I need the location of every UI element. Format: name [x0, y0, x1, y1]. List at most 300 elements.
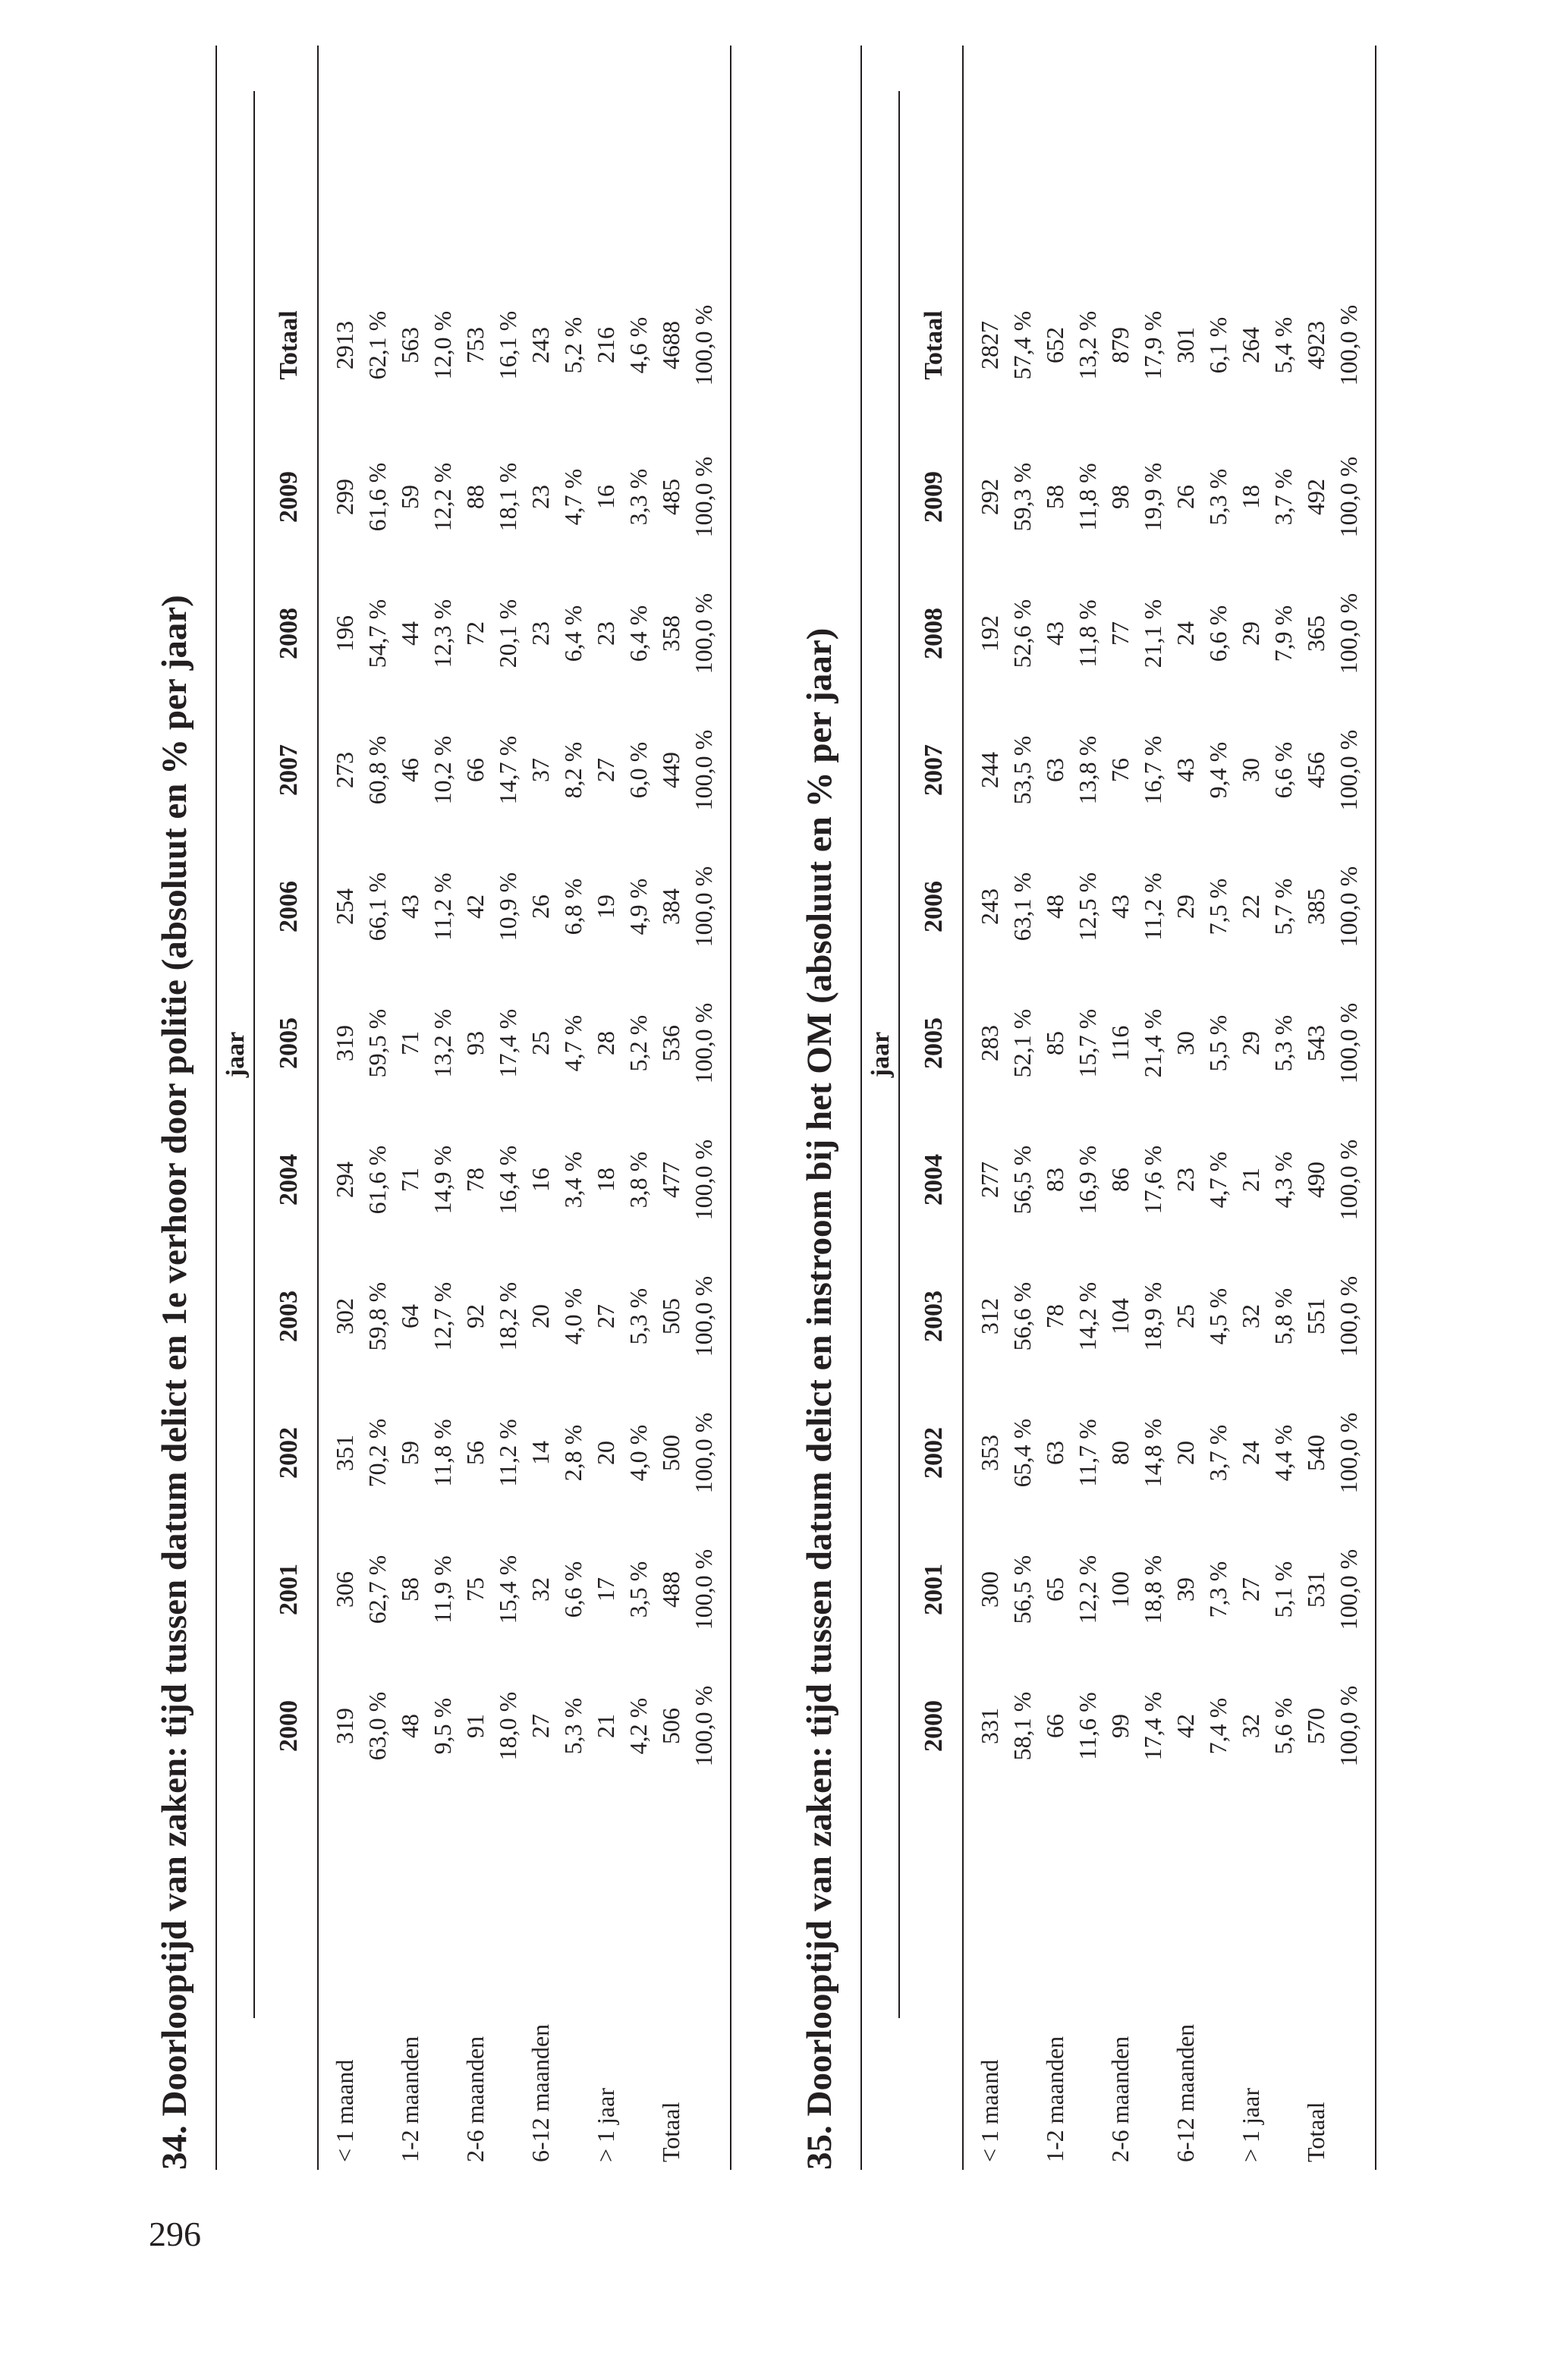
table-cell: 100,0 %	[690, 1002, 717, 1084]
table-cell: 294	[331, 1162, 358, 1198]
table-cell: 43	[1041, 621, 1068, 646]
table-cell: 11,7 %	[1074, 1419, 1101, 1487]
table-cell: 5,2 %	[624, 1014, 652, 1072]
table-cell: 753	[461, 327, 489, 363]
table-cell: 12,5 %	[1074, 872, 1101, 942]
table-cell: 32	[1237, 1304, 1264, 1328]
table-cell: 11,8 %	[1074, 463, 1101, 531]
table-34-section	[152, 46, 717, 2170]
table-cell: 11,8 %	[1074, 599, 1101, 668]
table-cell: 19,9 %	[1139, 462, 1166, 532]
table-cell: 13,8 %	[1074, 735, 1101, 805]
table-cell: 4688	[657, 321, 684, 369]
table-cell: 75	[461, 1577, 489, 1602]
table-cell: 18,8 %	[1139, 1555, 1166, 1624]
table-cell: 80	[1106, 1441, 1134, 1465]
table-cell: 11,9 %	[429, 1555, 456, 1624]
column-header-2000: 2000	[275, 1700, 303, 1752]
table-cell: 299	[331, 479, 358, 515]
column-header-2003: 2003	[920, 1291, 948, 1342]
table-cell: 319	[331, 1708, 358, 1744]
table-cell: 488	[657, 1571, 684, 1608]
column-header-2005: 2005	[920, 1017, 948, 1069]
table-cell: 5,3 %	[624, 1287, 652, 1345]
table-cell: 15,7 %	[1074, 1008, 1101, 1078]
table-35-title: 35. Doorlooptijd van zaken: tijd tussen datum delict en instroom bij het OM (absoluut en % per jaar)	[800, 627, 839, 2170]
table-cell: 52,6 %	[1008, 599, 1036, 668]
table-cell: 59	[396, 1441, 423, 1465]
table-cell: 3,3 %	[624, 468, 652, 526]
table-cell: 42	[461, 894, 489, 919]
table-cell: 60,8 %	[363, 735, 391, 805]
table-cell: 26	[527, 894, 554, 919]
column-header-2008: 2008	[275, 608, 303, 659]
table-cell: 88	[461, 485, 489, 509]
table-cell: 492	[1302, 479, 1329, 515]
column-header-2000: 2000	[920, 1700, 948, 1752]
table-cell: 16,9 %	[1074, 1145, 1101, 1215]
table-cell: 25	[1172, 1304, 1199, 1328]
column-header-totaal: Totaal	[920, 310, 948, 380]
table-35-section	[797, 46, 1362, 2170]
table-cell: 61,6 %	[363, 1145, 391, 1215]
table-cell: 16,1 %	[494, 310, 521, 380]
row-label: 2-6 maanden	[1106, 2036, 1134, 2162]
column-header-2004: 2004	[920, 1154, 948, 1206]
table-cell: 59,5 %	[363, 1008, 391, 1078]
table-cell: 100,0 %	[1335, 729, 1362, 811]
table-cell: 4,9 %	[624, 878, 652, 935]
table-cell: 283	[976, 1025, 1003, 1061]
table-cell: 14,2 %	[1074, 1281, 1101, 1351]
table-cell: 10,9 %	[494, 872, 521, 942]
column-header-2008: 2008	[920, 608, 948, 659]
table-cell: 9,5 %	[429, 1697, 456, 1755]
table-cell: 18,2 %	[494, 1281, 521, 1351]
table-cell: 11,6 %	[1074, 1692, 1101, 1760]
column-header-2006: 2006	[275, 881, 303, 932]
table-cell: 273	[331, 752, 358, 788]
table-cell: 312	[976, 1298, 1003, 1335]
table-34-title: 34. Doorlooptijd van zaken: tijd tussen datum delict en 1e verhoor door politie (absoluut en % per jaar)	[155, 595, 194, 2170]
table-cell: 27	[592, 758, 619, 782]
table-cell: 4,7 %	[1204, 1151, 1232, 1209]
table-cell: 92	[461, 1304, 489, 1328]
table-cell: 2913	[331, 321, 358, 369]
table-cell: 4,0 %	[624, 1424, 652, 1482]
column-header-2002: 2002	[275, 1427, 303, 1479]
table-cell: 44	[396, 621, 423, 646]
table-cell: 16,7 %	[1139, 735, 1166, 805]
table-cell: 5,1 %	[1269, 1561, 1297, 1618]
table-cell: 86	[1106, 1168, 1134, 1192]
table-cell: 104	[1106, 1298, 1134, 1335]
table-cell: 23	[1172, 1168, 1199, 1192]
table-cell: 16	[527, 1168, 554, 1192]
table-cell: 56,5 %	[1008, 1555, 1036, 1624]
table-cell: 59	[396, 485, 423, 509]
table-cell: 13,2 %	[429, 1008, 456, 1078]
column-header-2009: 2009	[275, 471, 303, 523]
table-cell: 12,2 %	[429, 462, 456, 532]
table-cell: 879	[1106, 327, 1134, 363]
table-cell: 91	[461, 1714, 489, 1738]
rotated-page-content	[152, 46, 1472, 2170]
table-cell: 27	[592, 1304, 619, 1328]
table-cell: 52,1 %	[1008, 1008, 1036, 1078]
table-cell: 14,7 %	[494, 735, 521, 805]
table-cell: 66	[1041, 1714, 1068, 1738]
row-label: < 1 maand	[331, 2059, 358, 2162]
table-cell: 100,0 %	[1335, 1002, 1362, 1084]
table-cell: 5,6 %	[1269, 1697, 1297, 1755]
table-cell: 26	[1172, 485, 1199, 509]
table-cell: 100,0 %	[690, 866, 717, 948]
table-cell: 17,4 %	[494, 1008, 521, 1078]
table-cell: 20	[1172, 1441, 1199, 1465]
table-cell: 24	[1237, 1441, 1264, 1465]
table-cell: 531	[1302, 1571, 1329, 1608]
table-cell: 264	[1237, 327, 1264, 363]
table-cell: 3,7 %	[1204, 1424, 1232, 1482]
table-cell: 18,9 %	[1139, 1281, 1166, 1351]
table-cell: 331	[976, 1708, 1003, 1744]
table-cell: 5,5 %	[1204, 1014, 1232, 1072]
table-cell: 100,0 %	[1335, 456, 1362, 538]
table-cell: 4923	[1302, 321, 1329, 369]
table-cell: 43	[1172, 758, 1199, 782]
table-cell: 477	[657, 1162, 684, 1198]
table-cell: 500	[657, 1435, 684, 1471]
table-cell: 4,7 %	[559, 468, 587, 526]
table-cell: 72	[461, 621, 489, 646]
table-cell: 83	[1041, 1168, 1068, 1192]
table-cell: 14,8 %	[1139, 1418, 1166, 1488]
table-cell: 6,6 %	[1204, 605, 1232, 662]
column-header-2006: 2006	[920, 881, 948, 932]
table-cell: 505	[657, 1298, 684, 1335]
table-cell: 29	[1172, 894, 1199, 919]
table-cell: 63,0 %	[363, 1691, 391, 1761]
table-cell: 4,4 %	[1269, 1424, 1297, 1482]
table-cell: 100,0 %	[1335, 593, 1362, 674]
table-cell: 384	[657, 888, 684, 925]
table-cell: 5,3 %	[1204, 468, 1232, 526]
table-cell: 100,0 %	[690, 1139, 717, 1221]
group-header-rule	[898, 91, 900, 2018]
row-label: > 1 jaar	[592, 2088, 619, 2162]
table-cell: 4,6 %	[624, 316, 652, 374]
table-cell: 32	[527, 1577, 554, 1602]
table-cell: 8,2 %	[559, 741, 587, 799]
header-rule	[317, 46, 319, 2170]
table-cell: 11,2 %	[429, 872, 456, 941]
table-cell: 353	[976, 1435, 1003, 1471]
table-cell: 98	[1106, 485, 1134, 509]
table-cell: 27	[1237, 1577, 1264, 1602]
table-cell: 243	[976, 888, 1003, 925]
table-cell: 11,8 %	[429, 1419, 456, 1487]
table-cell: 244	[976, 752, 1003, 788]
table-cell: 21	[1237, 1168, 1264, 1192]
table-cell: 7,4 %	[1204, 1697, 1232, 1755]
table-cell: 57,4 %	[1008, 310, 1036, 380]
table-cell: 39	[1172, 1577, 1199, 1602]
page-number: 296	[149, 2215, 201, 2253]
table-cell: 100,0 %	[1335, 1685, 1362, 1767]
table-cell: 254	[331, 888, 358, 925]
table-cell: 58,1 %	[1008, 1691, 1036, 1761]
table-cell: 100,0 %	[690, 729, 717, 811]
table-cell: 216	[592, 327, 619, 363]
table-cell: 6,4 %	[624, 605, 652, 662]
table-cell: 3,7 %	[1269, 468, 1297, 526]
column-header-2009: 2009	[920, 471, 948, 523]
group-header-jaar: jaar	[867, 1031, 895, 1078]
table-34	[215, 46, 731, 2170]
table-cell: 78	[461, 1168, 489, 1192]
table-cell: 54,7 %	[363, 599, 391, 668]
table-cell: 70,2 %	[363, 1418, 391, 1488]
header-rule	[962, 46, 964, 2170]
table-cell: 32	[1237, 1714, 1264, 1738]
table-cell: 100	[1106, 1571, 1134, 1608]
table-cell: 5,3 %	[559, 1697, 587, 1755]
table-cell: 300	[976, 1571, 1003, 1608]
table-cell: 277	[976, 1162, 1003, 1198]
table-cell: 71	[396, 1031, 423, 1055]
table-cell: 85	[1041, 1031, 1068, 1055]
table-cell: 570	[1302, 1708, 1329, 1744]
table-cell: 5,4 %	[1269, 316, 1297, 374]
group-header-jaar: jaar	[222, 1031, 250, 1078]
table-cell: 48	[1041, 894, 1068, 919]
table-cell: 64	[396, 1304, 423, 1328]
table-cell: 56,5 %	[1008, 1145, 1036, 1215]
table-cell: 506	[657, 1708, 684, 1744]
row-label: 1-2 maanden	[396, 2036, 423, 2162]
table-cell: 100,0 %	[690, 1685, 717, 1767]
table-cell: 3,5 %	[624, 1561, 652, 1618]
table-cell: 5,8 %	[1269, 1287, 1297, 1345]
table-cell: 58	[1041, 485, 1068, 509]
table-cell: 6,1 %	[1204, 316, 1232, 374]
table-cell: 100,0 %	[690, 1275, 717, 1357]
table-cell: 56	[461, 1441, 489, 1465]
table-cell: 37	[527, 758, 554, 782]
row-label: Totaal	[657, 2102, 684, 2162]
table-cell: 351	[331, 1435, 358, 1471]
table-cell: 100,0 %	[1335, 1412, 1362, 1494]
table-cell: 10,2 %	[429, 735, 456, 805]
table-cell: 6,0 %	[624, 741, 652, 799]
table-cell: 20	[527, 1304, 554, 1328]
table-cell: 63	[1041, 1441, 1068, 1465]
table-cell: 192	[976, 615, 1003, 652]
table-cell: 59,8 %	[363, 1281, 391, 1351]
table-cell: 63,1 %	[1008, 872, 1036, 942]
table-cell: 385	[1302, 888, 1329, 925]
table-cell: 21,4 %	[1139, 1008, 1166, 1078]
table-cell: 449	[657, 752, 684, 788]
table-cell: 6,4 %	[559, 605, 587, 662]
table-cell: 485	[657, 479, 684, 515]
table-cell: 12,3 %	[429, 599, 456, 668]
column-header-2002: 2002	[920, 1427, 948, 1479]
table-cell: 17,9 %	[1139, 310, 1166, 380]
column-header-2007: 2007	[920, 744, 948, 796]
table-cell: 292	[976, 479, 1003, 515]
row-label: 6-12 maanden	[1172, 2023, 1199, 2162]
table-cell: 30	[1237, 758, 1264, 782]
table-cell: 17,6 %	[1139, 1145, 1166, 1215]
table-cell: 563	[396, 327, 423, 363]
table-cell: 21,1 %	[1139, 599, 1166, 668]
table-cell: 4,3 %	[1269, 1151, 1297, 1209]
table-cell: 4,2 %	[624, 1697, 652, 1755]
table-cell: 100,0 %	[690, 1412, 717, 1494]
row-label: 1-2 maanden	[1041, 2036, 1068, 2162]
row-label: > 1 jaar	[1237, 2088, 1264, 2162]
table-cell: 4,7 %	[559, 1014, 587, 1072]
table-cell: 652	[1041, 327, 1068, 363]
table-cell: 2,8 %	[559, 1424, 587, 1482]
table-cell: 17,4 %	[1139, 1691, 1166, 1761]
table-cell: 100,0 %	[1335, 1275, 1362, 1357]
column-header-2001: 2001	[275, 1564, 303, 1615]
table-cell: 24	[1172, 621, 1199, 646]
table-cell: 100,0 %	[1335, 1548, 1362, 1630]
table-cell: 7,5 %	[1204, 878, 1232, 935]
table-cell: 100,0 %	[1335, 1139, 1362, 1221]
table-cell: 43	[396, 894, 423, 919]
table-cell: 2827	[976, 321, 1003, 369]
table-cell: 58	[396, 1577, 423, 1602]
table-cell: 3,8 %	[624, 1151, 652, 1209]
table-cell: 18,1 %	[494, 462, 521, 532]
table-cell: 456	[1302, 752, 1329, 788]
table-cell: 46	[396, 758, 423, 782]
table-cell: 4,5 %	[1204, 1287, 1232, 1345]
table-cell: 53,5 %	[1008, 735, 1036, 805]
table-cell: 78	[1041, 1304, 1068, 1328]
table-cell: 7,9 %	[1269, 605, 1297, 662]
table-cell: 306	[331, 1571, 358, 1608]
table-cell: 28	[592, 1031, 619, 1055]
table-cell: 23	[592, 621, 619, 646]
table-cell: 43	[1106, 894, 1134, 919]
table-cell: 17	[592, 1577, 619, 1602]
table-cell: 12,0 %	[429, 310, 456, 380]
table-cell: 65	[1041, 1577, 1068, 1602]
table-cell: 358	[657, 615, 684, 652]
column-header-2007: 2007	[275, 744, 303, 796]
table-cell: 490	[1302, 1162, 1329, 1198]
table-cell: 93	[461, 1031, 489, 1055]
table-cell: 30	[1172, 1031, 1199, 1055]
row-label: Totaal	[1302, 2102, 1329, 2162]
table-cell: 6,6 %	[1269, 741, 1297, 799]
table-35	[860, 46, 1376, 2170]
table-cell: 5,2 %	[559, 316, 587, 374]
table-cell: 27	[527, 1714, 554, 1738]
table-cell: 365	[1302, 615, 1329, 652]
table-cell: 543	[1302, 1025, 1329, 1061]
table-cell: 12,7 %	[429, 1281, 456, 1351]
table-cell: 536	[657, 1025, 684, 1061]
table-cell: 65,4 %	[1008, 1418, 1036, 1488]
table-cell: 59,3 %	[1008, 462, 1036, 532]
table-cell: 6,8 %	[559, 878, 587, 935]
table-cell: 14,9 %	[429, 1145, 456, 1215]
table-cell: 100,0 %	[1335, 866, 1362, 948]
table-cell: 100,0 %	[690, 593, 717, 674]
table-cell: 20,1 %	[494, 599, 521, 668]
table-cell: 18	[1237, 485, 1264, 509]
table-cell: 99	[1106, 1714, 1134, 1738]
column-header-totaal: Totaal	[275, 310, 303, 380]
table-cell: 4,0 %	[559, 1287, 587, 1345]
table-cell: 551	[1302, 1298, 1329, 1335]
table-cell: 302	[331, 1298, 358, 1335]
table-cell: 12,2 %	[1074, 1555, 1101, 1624]
table-cell: 100,0 %	[690, 456, 717, 538]
table-cell: 63	[1041, 758, 1068, 782]
table-cell: 16,4 %	[494, 1145, 521, 1215]
table-cell: 16	[592, 485, 619, 509]
table-cell: 22	[1237, 894, 1264, 919]
column-header-2003: 2003	[275, 1291, 303, 1342]
table-cell: 301	[1172, 327, 1199, 363]
table-cell: 20	[592, 1441, 619, 1465]
table-cell: 66	[461, 758, 489, 782]
column-header-2004: 2004	[275, 1154, 303, 1206]
table-cell: 5,3 %	[1269, 1014, 1297, 1072]
table-cell: 76	[1106, 758, 1134, 782]
table-cell: 6,6 %	[559, 1561, 587, 1618]
table-cell: 116	[1106, 1025, 1134, 1061]
table-cell: 100,0 %	[690, 304, 717, 386]
table-cell: 19	[592, 894, 619, 919]
table-cell: 56,6 %	[1008, 1281, 1036, 1351]
table-cell: 77	[1106, 621, 1134, 646]
column-header-2005: 2005	[275, 1017, 303, 1069]
table-cell: 48	[396, 1714, 423, 1738]
table-cell: 23	[527, 485, 554, 509]
table-cell: 100,0 %	[690, 1548, 717, 1630]
table-cell: 42	[1172, 1714, 1199, 1738]
table-cell: 62,1 %	[363, 310, 391, 380]
table-cell: 15,4 %	[494, 1555, 521, 1624]
table-cell: 11,2 %	[494, 1419, 521, 1487]
row-label: 6-12 maanden	[527, 2023, 554, 2162]
table-cell: 25	[527, 1031, 554, 1055]
table-cell: 66,1 %	[363, 872, 391, 942]
table-cell: 29	[1237, 1031, 1264, 1055]
table-cell: 100,0 %	[1335, 304, 1362, 386]
table-cell: 21	[592, 1714, 619, 1738]
table-cell: 71	[396, 1168, 423, 1192]
table-cell: 23	[527, 621, 554, 646]
column-header-2001: 2001	[920, 1564, 948, 1615]
table-cell: 13,2 %	[1074, 310, 1101, 380]
table-cell: 243	[527, 327, 554, 363]
table-cell: 18,0 %	[494, 1691, 521, 1761]
table-cell: 540	[1302, 1435, 1329, 1471]
group-header-rule	[253, 91, 255, 2018]
table-cell: 9,4 %	[1204, 741, 1232, 799]
row-label: 2-6 maanden	[461, 2036, 489, 2162]
